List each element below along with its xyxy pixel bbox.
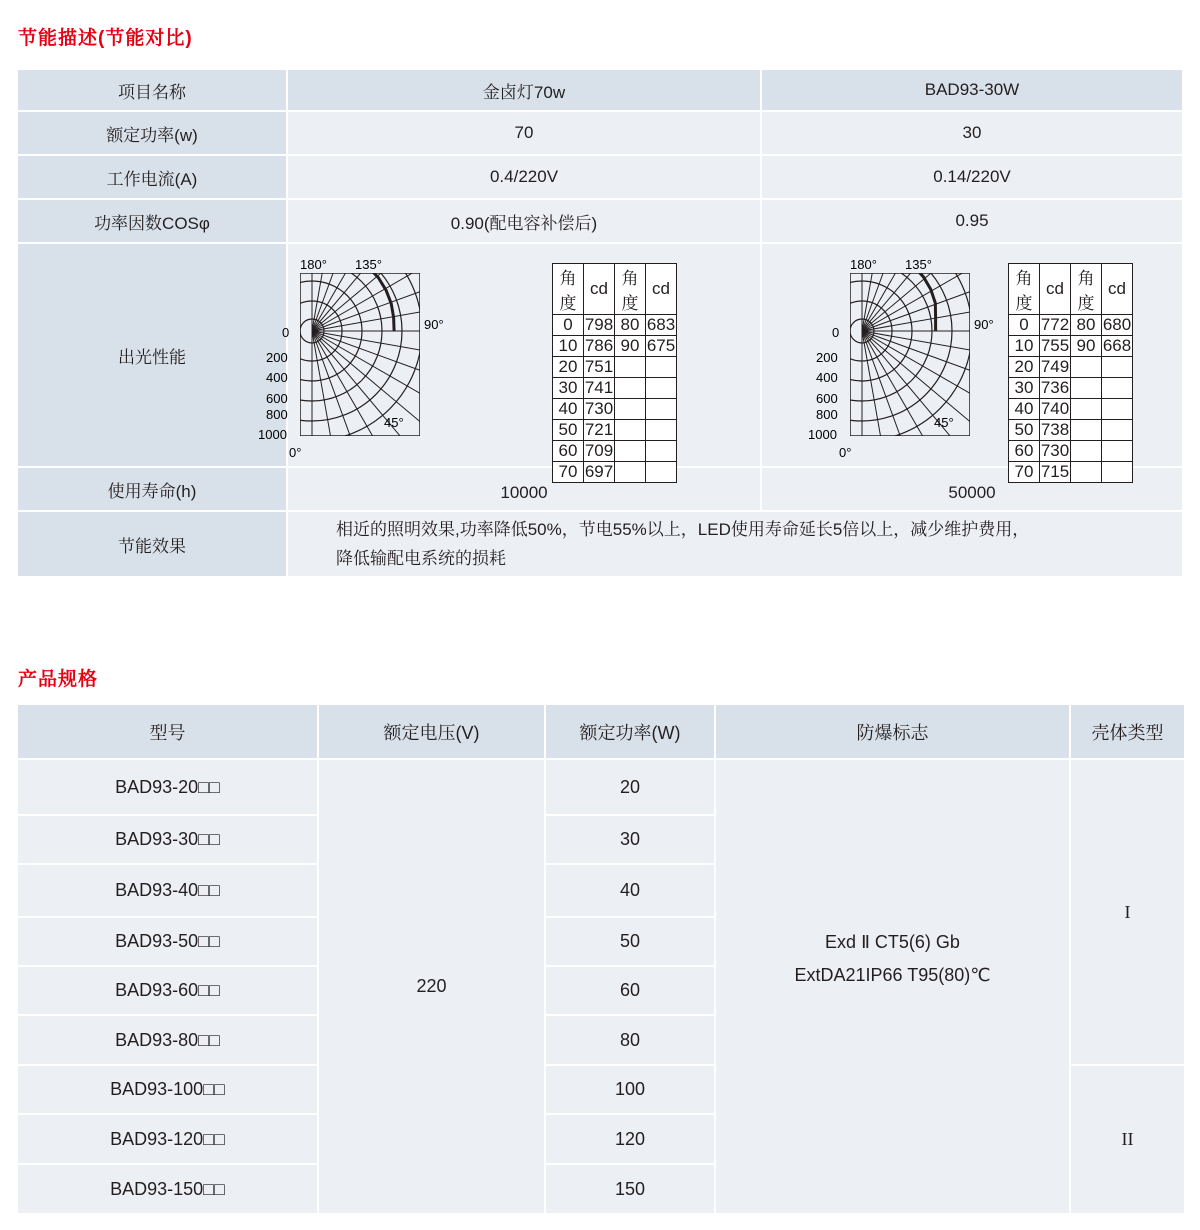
model-cell: BAD93-80□□: [17, 1015, 318, 1065]
radius-label: 200: [816, 350, 838, 365]
cell-value: 0.90(配电容补偿后): [287, 199, 761, 243]
table-row: [17, 199, 1183, 243]
header-ex-mark: 防爆标志: [715, 704, 1070, 759]
radius-label: 800: [266, 407, 288, 422]
power-cell: 60: [545, 966, 715, 1015]
candela-cell: [646, 378, 677, 399]
table-header-row: [17, 704, 1185, 759]
candela-row: [1009, 357, 1133, 378]
angle-label-45: 45°: [934, 415, 954, 430]
angle-label-180: 180°: [300, 257, 327, 272]
candela-row: [553, 441, 677, 462]
radius-label: 400: [266, 370, 288, 385]
header-housing: 壳体类型: [1070, 704, 1185, 759]
header-bad93-30w: BAD93-30W: [761, 69, 1183, 111]
cell-value: 70: [287, 111, 761, 155]
row-label: 功率因数COSφ: [17, 199, 287, 243]
candela-cell: 0: [553, 315, 584, 336]
candela-header-cell: cd: [1102, 264, 1133, 315]
radius-label: 1000: [808, 427, 837, 442]
candela-cell: 10: [553, 336, 584, 357]
photometric-cell-b: [761, 243, 1183, 481]
photometric-cell-a: [258, 243, 761, 481]
candela-cell: 70: [1009, 462, 1040, 483]
candela-row: [553, 462, 677, 483]
candela-cell: [615, 420, 646, 441]
candela-cell: 683: [646, 315, 676, 334]
candela-cell: 697: [584, 462, 614, 481]
header-item-name: 项目名称: [17, 69, 287, 111]
radius-label: 200: [266, 350, 288, 365]
model-cell: BAD93-150□□: [17, 1164, 318, 1214]
angle-label-45: 45°: [384, 415, 404, 430]
candela-header-cell: cd: [1040, 264, 1071, 315]
candela-cell: 755: [1040, 336, 1070, 355]
effect-line-2: 降低输配电系统的损耗: [336, 549, 506, 568]
model-cell: BAD93-120□□: [17, 1114, 318, 1164]
row-label: 额定功率(w): [17, 111, 287, 155]
model-cell: BAD93-50□□: [17, 917, 318, 966]
candela-cell: [1071, 399, 1102, 420]
radius-label: 600: [816, 391, 838, 406]
candela-cell: [646, 441, 677, 462]
candela-cell: 715: [1040, 462, 1070, 481]
candela-cell: 749: [1040, 357, 1070, 376]
candela-cell: 20: [553, 357, 584, 378]
candela-cell: [615, 399, 646, 420]
candela-row: [1009, 420, 1133, 441]
candela-cell: 740: [1040, 399, 1070, 418]
candela-cell: 721: [584, 420, 614, 439]
candela-cell: [646, 420, 677, 441]
table-header-row: [17, 69, 1183, 111]
row-label: 工作电流(A): [17, 155, 287, 199]
candela-cell: 20: [1009, 357, 1040, 378]
cell-value: 0.14/220V: [761, 155, 1183, 199]
effect-description: [287, 511, 1183, 577]
candela-cell: 668: [1102, 336, 1132, 355]
candela-cell: 786: [584, 336, 614, 355]
ex-mark-line-1: Exd Ⅱ CT5(6) Gb: [825, 931, 960, 952]
candela-cell: [1071, 441, 1102, 462]
candela-cell: [1102, 441, 1133, 462]
candela-cell: 772: [1040, 315, 1070, 334]
candela-row: [553, 357, 677, 378]
model-cell: BAD93-20□□: [17, 759, 318, 815]
polar-diagram-a: [258, 251, 550, 461]
candela-cell: 738: [1040, 420, 1070, 439]
candela-header-cell: 角度: [553, 264, 584, 315]
candela-cell: 60: [553, 441, 584, 462]
candela-cell: [1102, 462, 1133, 483]
candela-row: [1009, 399, 1133, 420]
origin-label: 0: [832, 325, 840, 340]
candela-cell: 30: [553, 378, 584, 399]
radius-label: 600: [266, 391, 288, 406]
header-power: 额定功率(W): [545, 704, 715, 759]
candela-row: [553, 315, 677, 336]
cell-value: 50000: [761, 467, 1183, 511]
energy-comparison-table: [16, 68, 1184, 578]
model-cell: BAD93-40□□: [17, 864, 318, 917]
candela-cell: 798: [584, 315, 614, 334]
candela-cell: 30: [1009, 378, 1040, 399]
candela-cell: [646, 399, 677, 420]
table-row: [17, 511, 1183, 577]
candela-header-row: [553, 264, 677, 315]
candela-cell: 730: [584, 399, 614, 418]
angle-label-0: 0°: [289, 445, 302, 460]
angle-label-90: 90°: [974, 317, 994, 332]
candela-cell: [1102, 399, 1133, 420]
candela-cell: [1071, 420, 1102, 441]
candela-cell: [646, 462, 677, 483]
candela-row: [1009, 315, 1133, 336]
candela-cell: [615, 357, 646, 378]
candela-row: [553, 420, 677, 441]
candela-cell: [615, 441, 646, 462]
candela-cell: 70: [553, 462, 584, 483]
effect-line-1: 相近的照明效果,功率降低50%，节电55%以上，LED使用寿命延长5倍以上，减少维护费用，: [336, 520, 1030, 539]
candela-cell: [615, 378, 646, 399]
candela-cell: 90: [615, 336, 646, 357]
row-label: 出光性能: [17, 243, 287, 467]
cell-value: 0.95: [761, 199, 1183, 243]
cell-value: 30: [761, 111, 1183, 155]
candela-cell: 50: [1009, 420, 1040, 441]
power-cell: 40: [545, 864, 715, 917]
origin-label: 0: [282, 325, 290, 340]
candela-cell: [615, 462, 646, 483]
radius-label: 800: [816, 407, 838, 422]
candela-cell: 90: [1071, 336, 1102, 357]
candela-cell: 80: [615, 315, 646, 336]
candela-cell: 80: [1071, 315, 1102, 336]
table-row: [17, 155, 1183, 199]
table-row: [17, 111, 1183, 155]
angle-label-180: 180°: [850, 257, 877, 272]
candela-cell: 40: [553, 399, 584, 420]
grid-line: [312, 331, 537, 461]
candela-cell: [1071, 462, 1102, 483]
candela-cell: [1102, 420, 1133, 441]
candela-row: [1009, 441, 1133, 462]
section-title-energy: 节能描述(节能对比): [18, 28, 193, 49]
candela-cell: 680: [1102, 315, 1132, 334]
cell-value: 0.4/220V: [287, 155, 761, 199]
candela-row: [553, 336, 677, 357]
cell-value: 10000: [287, 467, 761, 511]
power-cell: 50: [545, 917, 715, 966]
candela-table-a: [552, 263, 677, 483]
row-label: 节能效果: [17, 511, 287, 577]
candela-cell: 709: [584, 441, 614, 460]
candela-cell: 741: [584, 378, 614, 397]
candela-header-row: [1009, 264, 1133, 315]
candela-row: [1009, 462, 1133, 483]
candela-cell: 50: [553, 420, 584, 441]
housing-type-2: II: [1070, 1065, 1185, 1214]
model-cell: BAD93-60□□: [17, 966, 318, 1015]
angle-label-90: 90°: [424, 317, 444, 332]
candela-header-cell: cd: [584, 264, 615, 315]
power-cell: 80: [545, 1015, 715, 1065]
angle-label-135: 135°: [355, 257, 382, 272]
housing-type-1: I: [1070, 759, 1185, 1065]
candela-row: [553, 378, 677, 399]
candela-table-b: [1008, 263, 1133, 483]
row-label: 使用寿命(h): [17, 467, 287, 511]
ex-mark-cell: [715, 759, 1070, 1214]
candela-cell: [1071, 357, 1102, 378]
candela-row: [1009, 336, 1133, 357]
candela-cell: 675: [646, 336, 676, 355]
header-metal-halide: 金卤灯70w: [287, 69, 761, 111]
voltage-cell: 220: [318, 759, 545, 1214]
ex-mark-line-2: ExtDA21IP66 T95(80)℃: [794, 964, 991, 985]
candela-cell: [646, 357, 677, 378]
candela-cell: 0: [1009, 315, 1040, 336]
candela-row: [1009, 378, 1133, 399]
candela-cell: 751: [584, 357, 614, 376]
candela-cell: [1071, 378, 1102, 399]
candela-cell: [1102, 357, 1133, 378]
angle-label-0: 0°: [839, 445, 852, 460]
candela-row: [553, 399, 677, 420]
power-cell: 30: [545, 815, 715, 864]
candela-cell: 736: [1040, 378, 1070, 397]
power-cell: 150: [545, 1164, 715, 1214]
photometric-row: [17, 243, 1183, 467]
header-voltage: 额定电压(V): [318, 704, 545, 759]
candela-cell: 40: [1009, 399, 1040, 420]
power-cell: 100: [545, 1065, 715, 1114]
candela-cell: 10: [1009, 336, 1040, 357]
candela-header-cell: 角度: [1071, 264, 1102, 315]
angle-label-135: 135°: [905, 257, 932, 272]
light-distribution-curve: [312, 241, 394, 331]
section-title-specs: 产品规格: [18, 669, 99, 690]
candela-cell: 60: [1009, 441, 1040, 462]
model-cell: BAD93-100□□: [17, 1065, 318, 1114]
candela-cell: [1102, 378, 1133, 399]
power-cell: 20: [545, 759, 715, 815]
power-cell: 120: [545, 1114, 715, 1164]
radius-label: 1000: [258, 427, 287, 442]
candela-header-cell: 角度: [1009, 264, 1040, 315]
candela-header-cell: 角度: [615, 264, 646, 315]
product-spec-table: [16, 703, 1186, 1215]
radius-label: 400: [816, 370, 838, 385]
grid-line: [312, 331, 556, 420]
candela-header-cell: cd: [646, 264, 677, 315]
table-row: [17, 759, 1185, 815]
model-cell: BAD93-30□□: [17, 815, 318, 864]
header-model: 型号: [17, 704, 318, 759]
candela-cell: 730: [1040, 441, 1070, 460]
